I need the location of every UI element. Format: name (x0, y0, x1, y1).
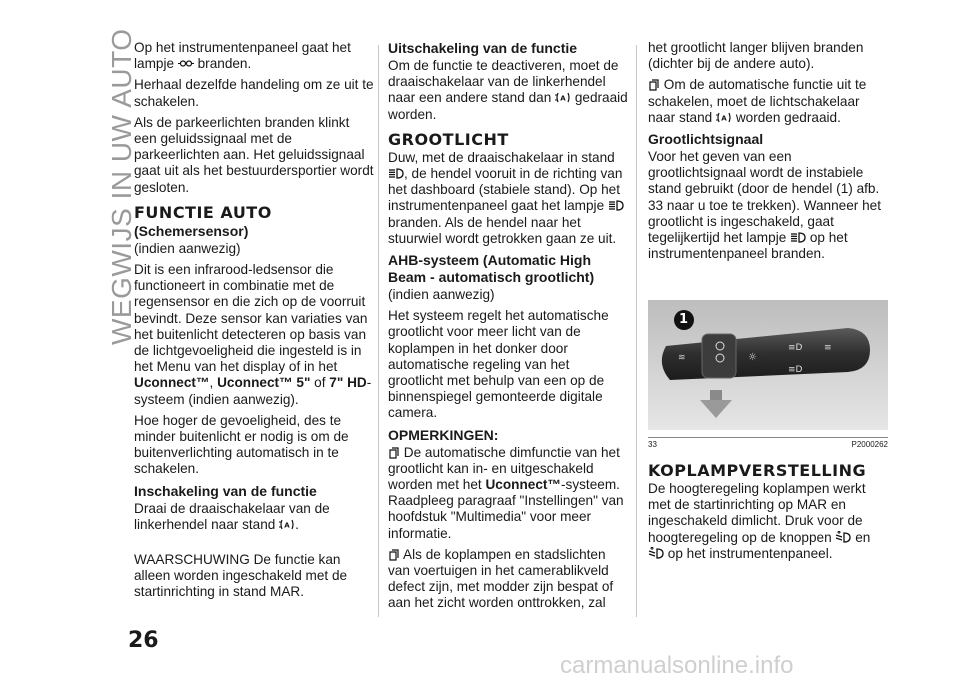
text: Uconnect™ 5" (217, 375, 311, 391)
svg-text:≡D: ≡D (788, 365, 803, 375)
figure-callout-1: 1 (679, 312, 689, 327)
paragraph (388, 150, 628, 247)
auto-light-icon (716, 111, 732, 124)
svg-text:≡: ≡ (824, 343, 832, 353)
page-number: 26 (128, 628, 159, 653)
paragraph: Als de parkeerlichten branden klinkt een geluidssignaal met de parkeerlichten aan. Het geluidssignaal gaat uit als het bestuurdersportier wordt gesloten. (134, 114, 374, 195)
text: worden gedraaid. (735, 109, 841, 125)
section-heading-high-beam: GROOTLICHT (388, 129, 509, 149)
section-heading-auto: FUNCTIE AUTO (134, 202, 272, 222)
headlamp-adjust-up-icon (835, 531, 851, 544)
availability-note: (indien aanwezig) (134, 240, 241, 256)
paragraph (134, 262, 374, 408)
high-beam-icon (388, 167, 404, 180)
text: en (855, 529, 871, 545)
auto-light-icon (279, 518, 295, 531)
text: Voor het geven van een grootlichtsignaal wordt de instabiele stand gebruikt (door de hendel (1) afb. 33 naar u toe te trekken). Wanneer het grootlicht is ingeschakeld, gaat tegelijkertijd het lampje (648, 149, 881, 246)
column-divider (636, 45, 637, 617)
column-3 (648, 40, 888, 267)
paragraph (388, 58, 628, 123)
text: , de hendel vooruit in de richting van het dashboard (stabiele stand). Op het instrumentenpaneel gaat het lampje (388, 166, 623, 214)
column-1 (134, 40, 374, 606)
subheading-notes: OPMERKINGEN: (388, 426, 499, 443)
text: gedraaid worden. (388, 90, 628, 122)
text: branden. (197, 56, 252, 72)
figure-number: 33 (648, 440, 657, 449)
note-paragraph (388, 445, 628, 542)
text: De automatische dimfunctie van het grootlicht kan in- en uitgeschakeld worden met het (388, 444, 620, 493)
text: . (295, 516, 299, 532)
note-icon (648, 79, 660, 91)
headlamp-adjust-down-icon (648, 547, 664, 560)
paragraph: Hoe hoger de gevoeligheid, des te minder buitenlicht er nodig is om de buitenverlichting automatisch in te schakelen. (134, 412, 349, 477)
svg-text:≋: ≋ (678, 353, 686, 363)
text: op het instrumentenpaneel. (667, 545, 833, 561)
text: Als de koplampen en stadslichten van voertuigen in het camerablikveld defect zijn, met modder zijn bespat of aan het zicht worden onttrokken, zal (388, 546, 614, 611)
watermark: carmanualsonline.info (560, 652, 794, 679)
text: Duw, met de draaischakelaar in stand (388, 149, 615, 165)
paragraph (648, 481, 888, 562)
text: Uconnect™ (134, 375, 210, 391)
warning-paragraph: WAARSCHUWING De functie kan alleen worden ingeschakeld met de startinrichting in stand MAR. (134, 552, 348, 600)
figure-caption (648, 437, 888, 450)
section-subheading: (Schemersensor) (134, 222, 249, 239)
figure-code: P2000262 (851, 440, 888, 449)
subheading-deactivation: Uitschakeling van de functie (388, 40, 578, 56)
text: -systeem (indien aanwezig). (134, 375, 372, 407)
stalk-photo (648, 300, 888, 430)
parking-lights-icon (178, 57, 194, 70)
text: branden. Als de hendel naar het stuurwiel wordt getrokken gaan ze uit. (388, 214, 617, 246)
paragraph: het grootlicht langer blijven branden (dichter bij de andere auto). (648, 40, 864, 72)
figure-stalk (648, 300, 888, 458)
chapter-title-text: WEGWIJS IN UW AUTO (106, 28, 137, 345)
subheading-ahb: AHB-systeem (Automatic High Beam - automatisch grootlicht) (388, 252, 595, 286)
note-icon (388, 447, 400, 459)
text: Uconnect™ (485, 477, 562, 493)
column-2 (388, 40, 628, 617)
text: Op het instrumentenpaneel gaat het lampje (134, 40, 351, 72)
column-divider (378, 45, 379, 617)
paragraph (648, 149, 888, 262)
text: 7" HD (329, 375, 367, 391)
text: Om de functie te deactiveren, moet de draaischakelaar van de linkerhendel naar een andere stand dan (388, 58, 619, 106)
text: , (209, 375, 218, 391)
text: Draai de draaischakelaar van de linkerhendel naar stand (134, 500, 330, 532)
paragraph: Herhaal dezelfde handeling om ze uit te schakelen. (134, 77, 374, 109)
text: Om de automatische functie uit te schakelen, moet de lichtschakelaar naar stand (648, 77, 867, 125)
paragraph (134, 501, 374, 533)
svg-text:☼: ☼ (748, 352, 757, 363)
section-heading-headlamp-leveling: KOPLAMPVERSTELLING (648, 461, 867, 480)
paragraph: Het systeem regelt het automatische grootlicht voor meer licht van de koplampen in het donker door automatische regeling van het grootlicht met behulp van een op de binnenspiegel gemonteerde digitale camera. (388, 308, 609, 421)
text: Dit is een infrarood-ledsensor die functioneert in combinatie met de regensensor en die zich op de voorruit bevindt. Deze sensor kan variaties van het buitenlicht detecteren op basis van de lichtgevoeligheid die ingesteld is in het Menu van het display of in het (134, 262, 368, 375)
note-paragraph (388, 547, 628, 612)
text: op het instrumentenpaneel branden. (648, 230, 848, 262)
availability-note: (indien aanwezig) (388, 287, 495, 303)
note-paragraph (648, 77, 888, 126)
text: De hoogteregeling koplampen werkt met de startinrichting op MAR en ingeschakeld dimlicht. Druk voor de hoogteregeling op de knoppen (648, 481, 866, 545)
paragraph (134, 40, 374, 72)
text: -systeem. Raadpleeg paragraaf "Instellingen" van hoofdstuk "Multimedia" voor meer informatie. (388, 477, 624, 541)
high-beam-icon (790, 231, 806, 244)
text: of (310, 375, 330, 391)
chapter-side-title (74, 28, 137, 345)
subheading-flash: Grootlichtsignaal (648, 131, 764, 148)
subheading-activation: Inschakeling van de functie (134, 482, 317, 499)
note-icon (388, 549, 400, 561)
auto-light-icon (555, 91, 571, 104)
column-3-bottom (648, 462, 888, 567)
high-beam-icon (608, 199, 624, 212)
svg-text:≡D: ≡D (788, 343, 803, 353)
